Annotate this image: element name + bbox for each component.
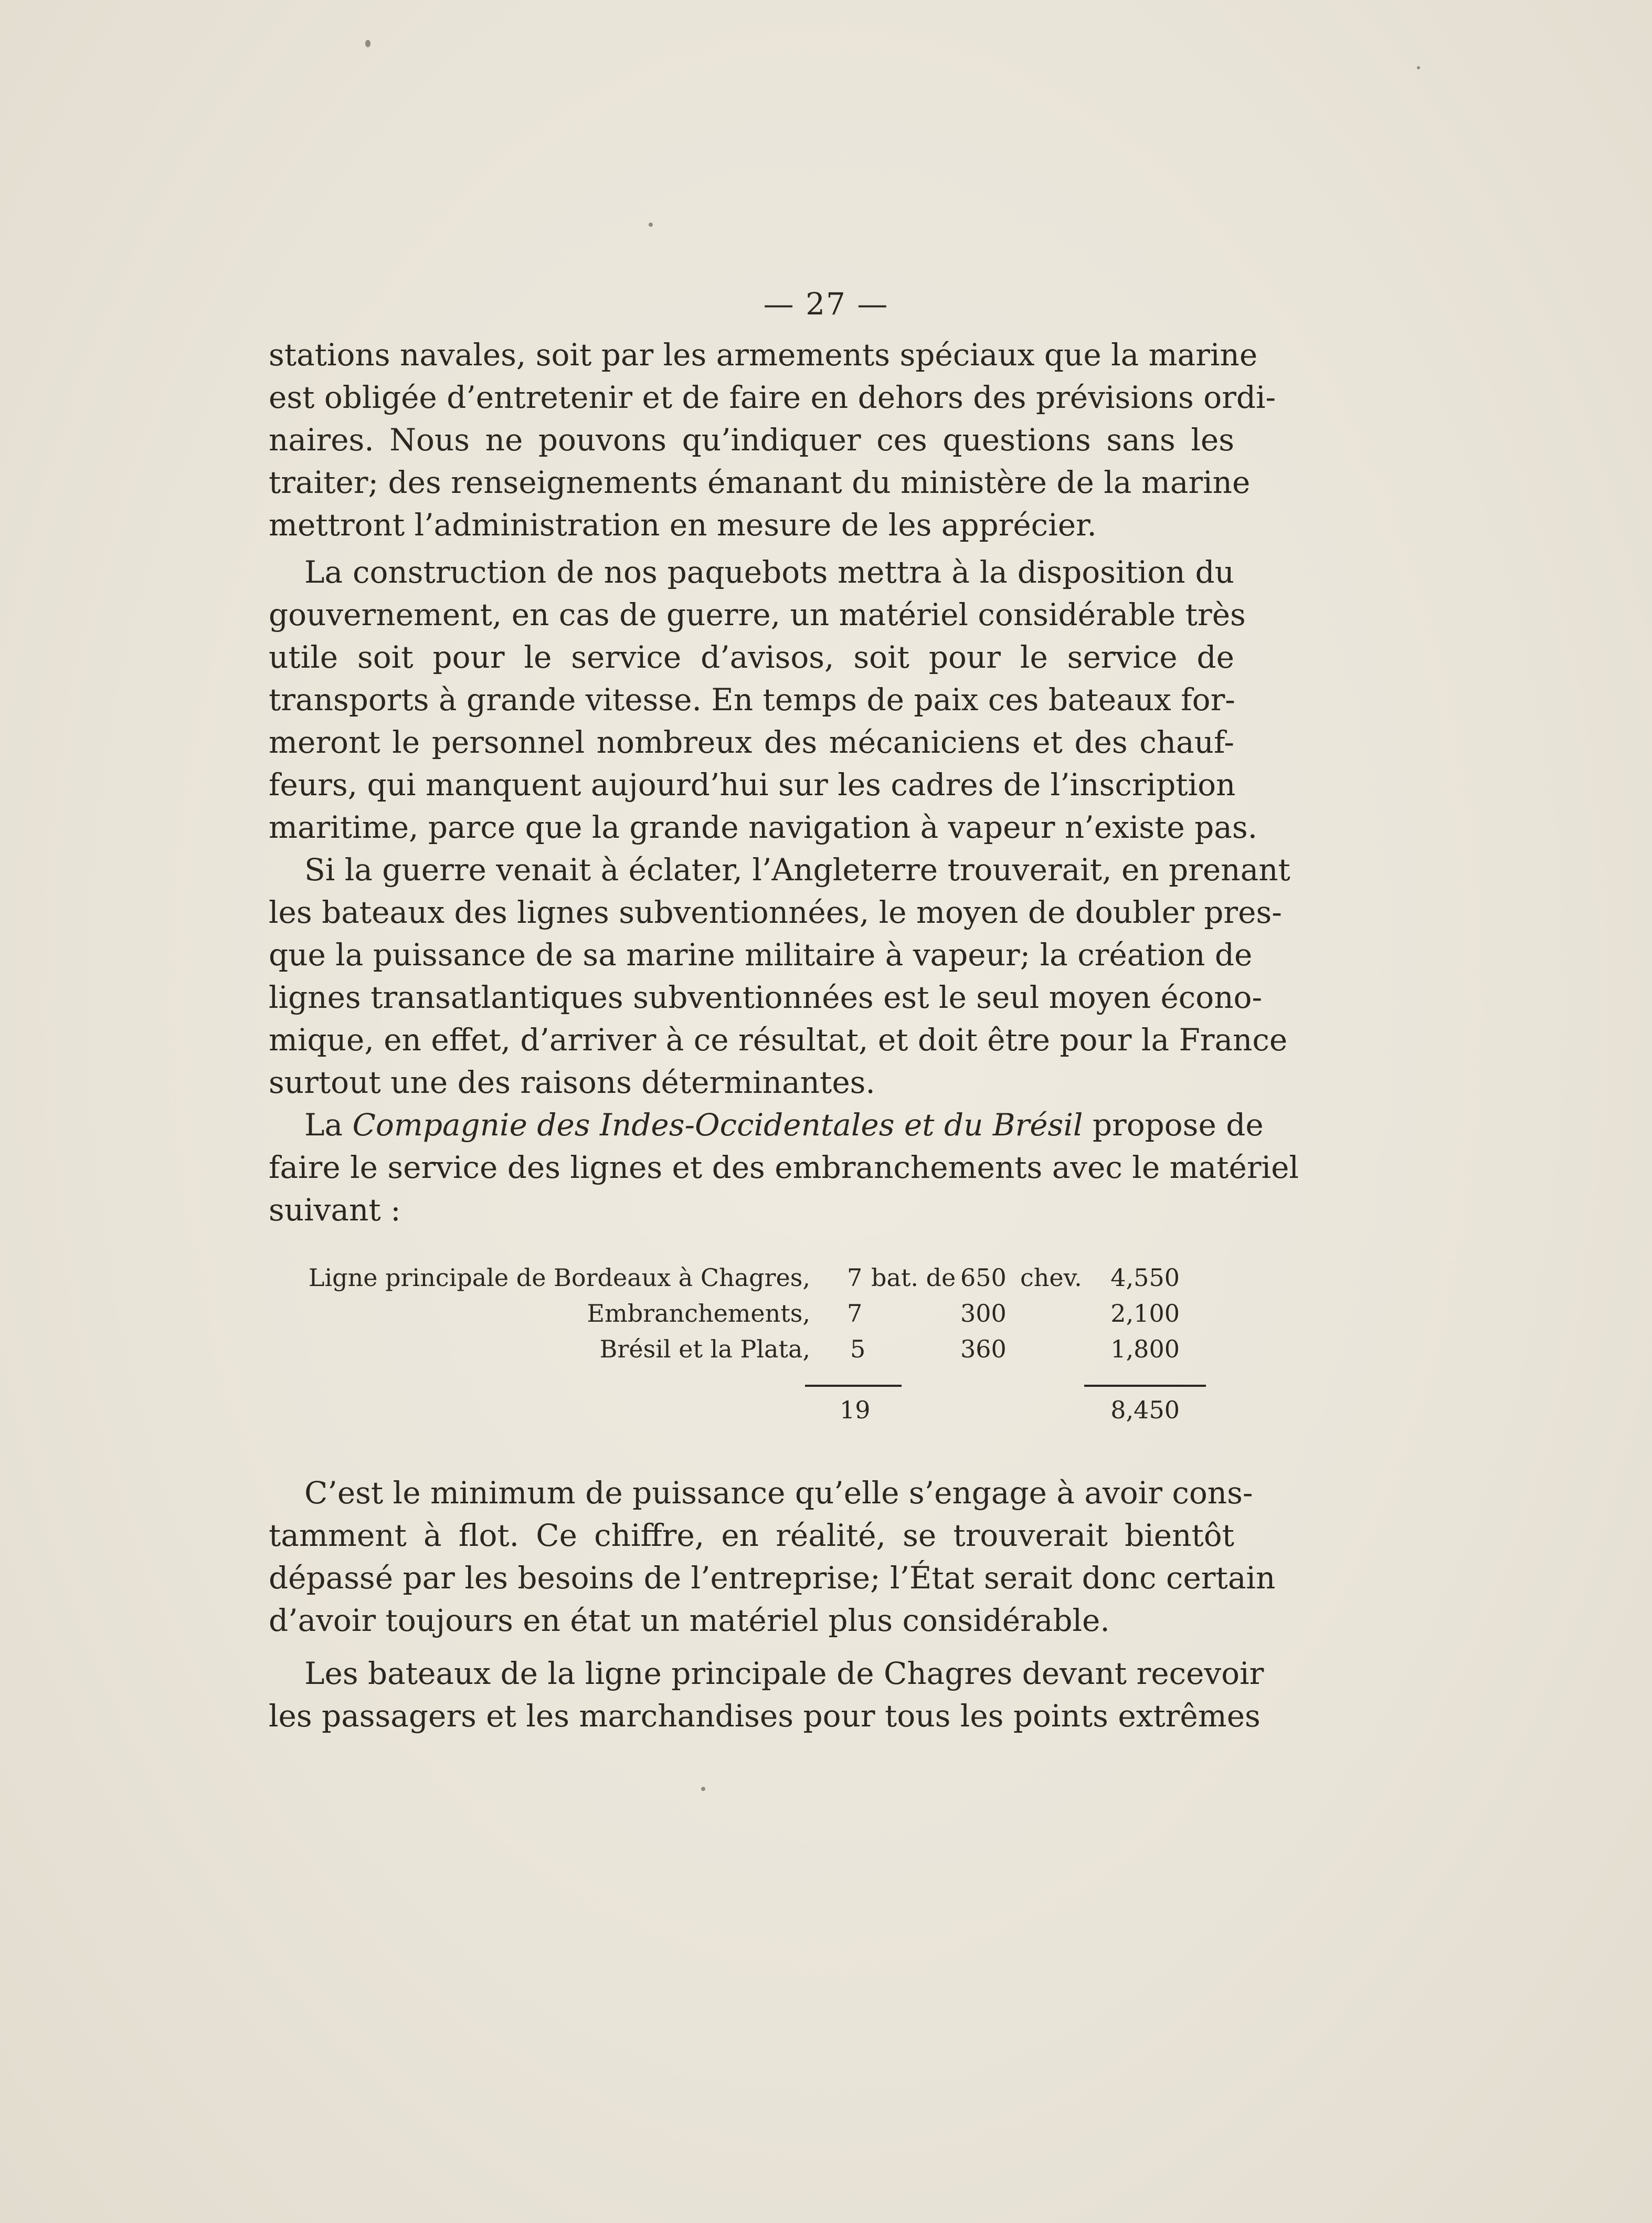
text-line: d’avoir toujours en état un matériel plus considérable.: [269, 1603, 1110, 1638]
paragraph-3: [269, 849, 1290, 1104]
paragraph-1: [269, 334, 1276, 546]
sum-rule-boats: [805, 1385, 902, 1387]
row-total: 1,800: [1110, 1335, 1180, 1363]
row-label: Embranchements,: [587, 1299, 810, 1328]
horsepower-value: 650: [960, 1263, 1007, 1292]
text-line: C’est le minimum de puissance qu’elle s’engage à avoir cons-: [304, 1475, 1253, 1511]
text-line: suivant :: [269, 1192, 401, 1228]
horsepower-value: 360: [960, 1335, 1007, 1363]
row-label: Brésil et la Plata,: [599, 1335, 810, 1363]
boats-count: 7: [847, 1263, 863, 1292]
company-name: Compagnie des Indes-Occidentales et du Brésil: [352, 1107, 1083, 1143]
text-line: que la puissance de sa marine militaire à vapeur; la création de: [269, 937, 1253, 973]
paper-speck: [365, 40, 370, 47]
boats-unit: bat. de: [871, 1263, 956, 1292]
paragraph-2: [269, 551, 1258, 849]
text-line: traiter; des renseignements émanant du ministère de la marine: [269, 465, 1251, 500]
table-row: [0, 1331, 1652, 1367]
paper-speck: [701, 1787, 705, 1791]
text-line: maritime, parce que la grande navigation à vapeur n’existe pas.: [269, 809, 1258, 845]
text-line: transports à grande vitesse. En temps de paix ces bateaux for-: [269, 682, 1235, 718]
text-line: stations navales, soit par les armements spéciaux que la marine: [269, 337, 1258, 373]
text-line: lignes transatlantiques subventionnées est le seul moyen écono-: [269, 979, 1263, 1015]
text-line: est obligée d’entretenir et de faire en dehors des prévisions ordi-: [269, 380, 1276, 415]
sum-rule-total: [1084, 1385, 1206, 1387]
boats-count: 5: [850, 1335, 866, 1363]
text-line: mique, en effet, d’arriver à ce résultat, et doit être pour la France: [269, 1022, 1288, 1058]
horsepower-unit: chev.: [1020, 1263, 1082, 1292]
text-run: propose de: [1083, 1107, 1264, 1143]
text-line: naires. Nous ne pouvons qu’indiquer ces questions sans les: [269, 422, 1234, 458]
table-total-row: [0, 1392, 1652, 1428]
text-line: feurs, qui manquent aujourd’hui sur les cadres de l’inscription: [269, 767, 1236, 803]
text-line: Les bateaux de la ligne principale de Chagres devant recevoir: [304, 1656, 1264, 1691]
paragraph-4: [269, 1104, 1299, 1231]
horsepower-value: 300: [960, 1299, 1007, 1328]
text-line: La construction de nos paquebots mettra à la disposition du: [304, 554, 1234, 590]
text-line: gouvernement, en cas de guerre, un matériel considérable très: [269, 597, 1246, 633]
text-line: [269, 1104, 1264, 1146]
text-line: faire le service des lignes et des embranchements avec le matériel: [269, 1150, 1299, 1185]
text-line: les bateaux des lignes subventionnées, le moyen de doubler pres-: [269, 894, 1282, 930]
paragraph-6: [269, 1652, 1264, 1737]
boats-sum: 19: [840, 1396, 871, 1424]
horsepower-sum: 8,450: [1110, 1396, 1180, 1424]
paragraph-5: [269, 1472, 1276, 1642]
page-number: — 27 —: [763, 286, 889, 322]
boats-count: 7: [847, 1299, 863, 1328]
row-label: Ligne principale de Bordeaux à Chagres,: [308, 1263, 810, 1292]
text-line: meront le personnel nombreux des mécaniciens et des chauf-: [269, 724, 1234, 760]
text-line: dépassé par les besoins de l’entreprise; l’État serait donc certain: [269, 1560, 1276, 1596]
row-total: 2,100: [1110, 1299, 1180, 1328]
text-line: mettront l’administration en mesure de les apprécier.: [269, 507, 1097, 543]
text-run: La: [304, 1107, 353, 1143]
text-line: Si la guerre venait à éclater, l’Angleterre trouverait, en prenant: [304, 852, 1290, 888]
text-line: les passagers et les marchandises pour tous les points extrêmes: [269, 1698, 1261, 1734]
table-row: [0, 1260, 1652, 1295]
text-line: utile soit pour le service d’avisos, soit pour le service de: [269, 639, 1234, 675]
table-row: [0, 1295, 1652, 1331]
row-total: 4,550: [1110, 1263, 1180, 1292]
paper-speck: [649, 223, 653, 227]
paper-speck: [1417, 66, 1420, 69]
text-line: tamment à flot. Ce chiffre, en réalité, se trouverait bientôt: [269, 1518, 1234, 1553]
text-line: surtout une des raisons déterminantes.: [269, 1065, 875, 1100]
